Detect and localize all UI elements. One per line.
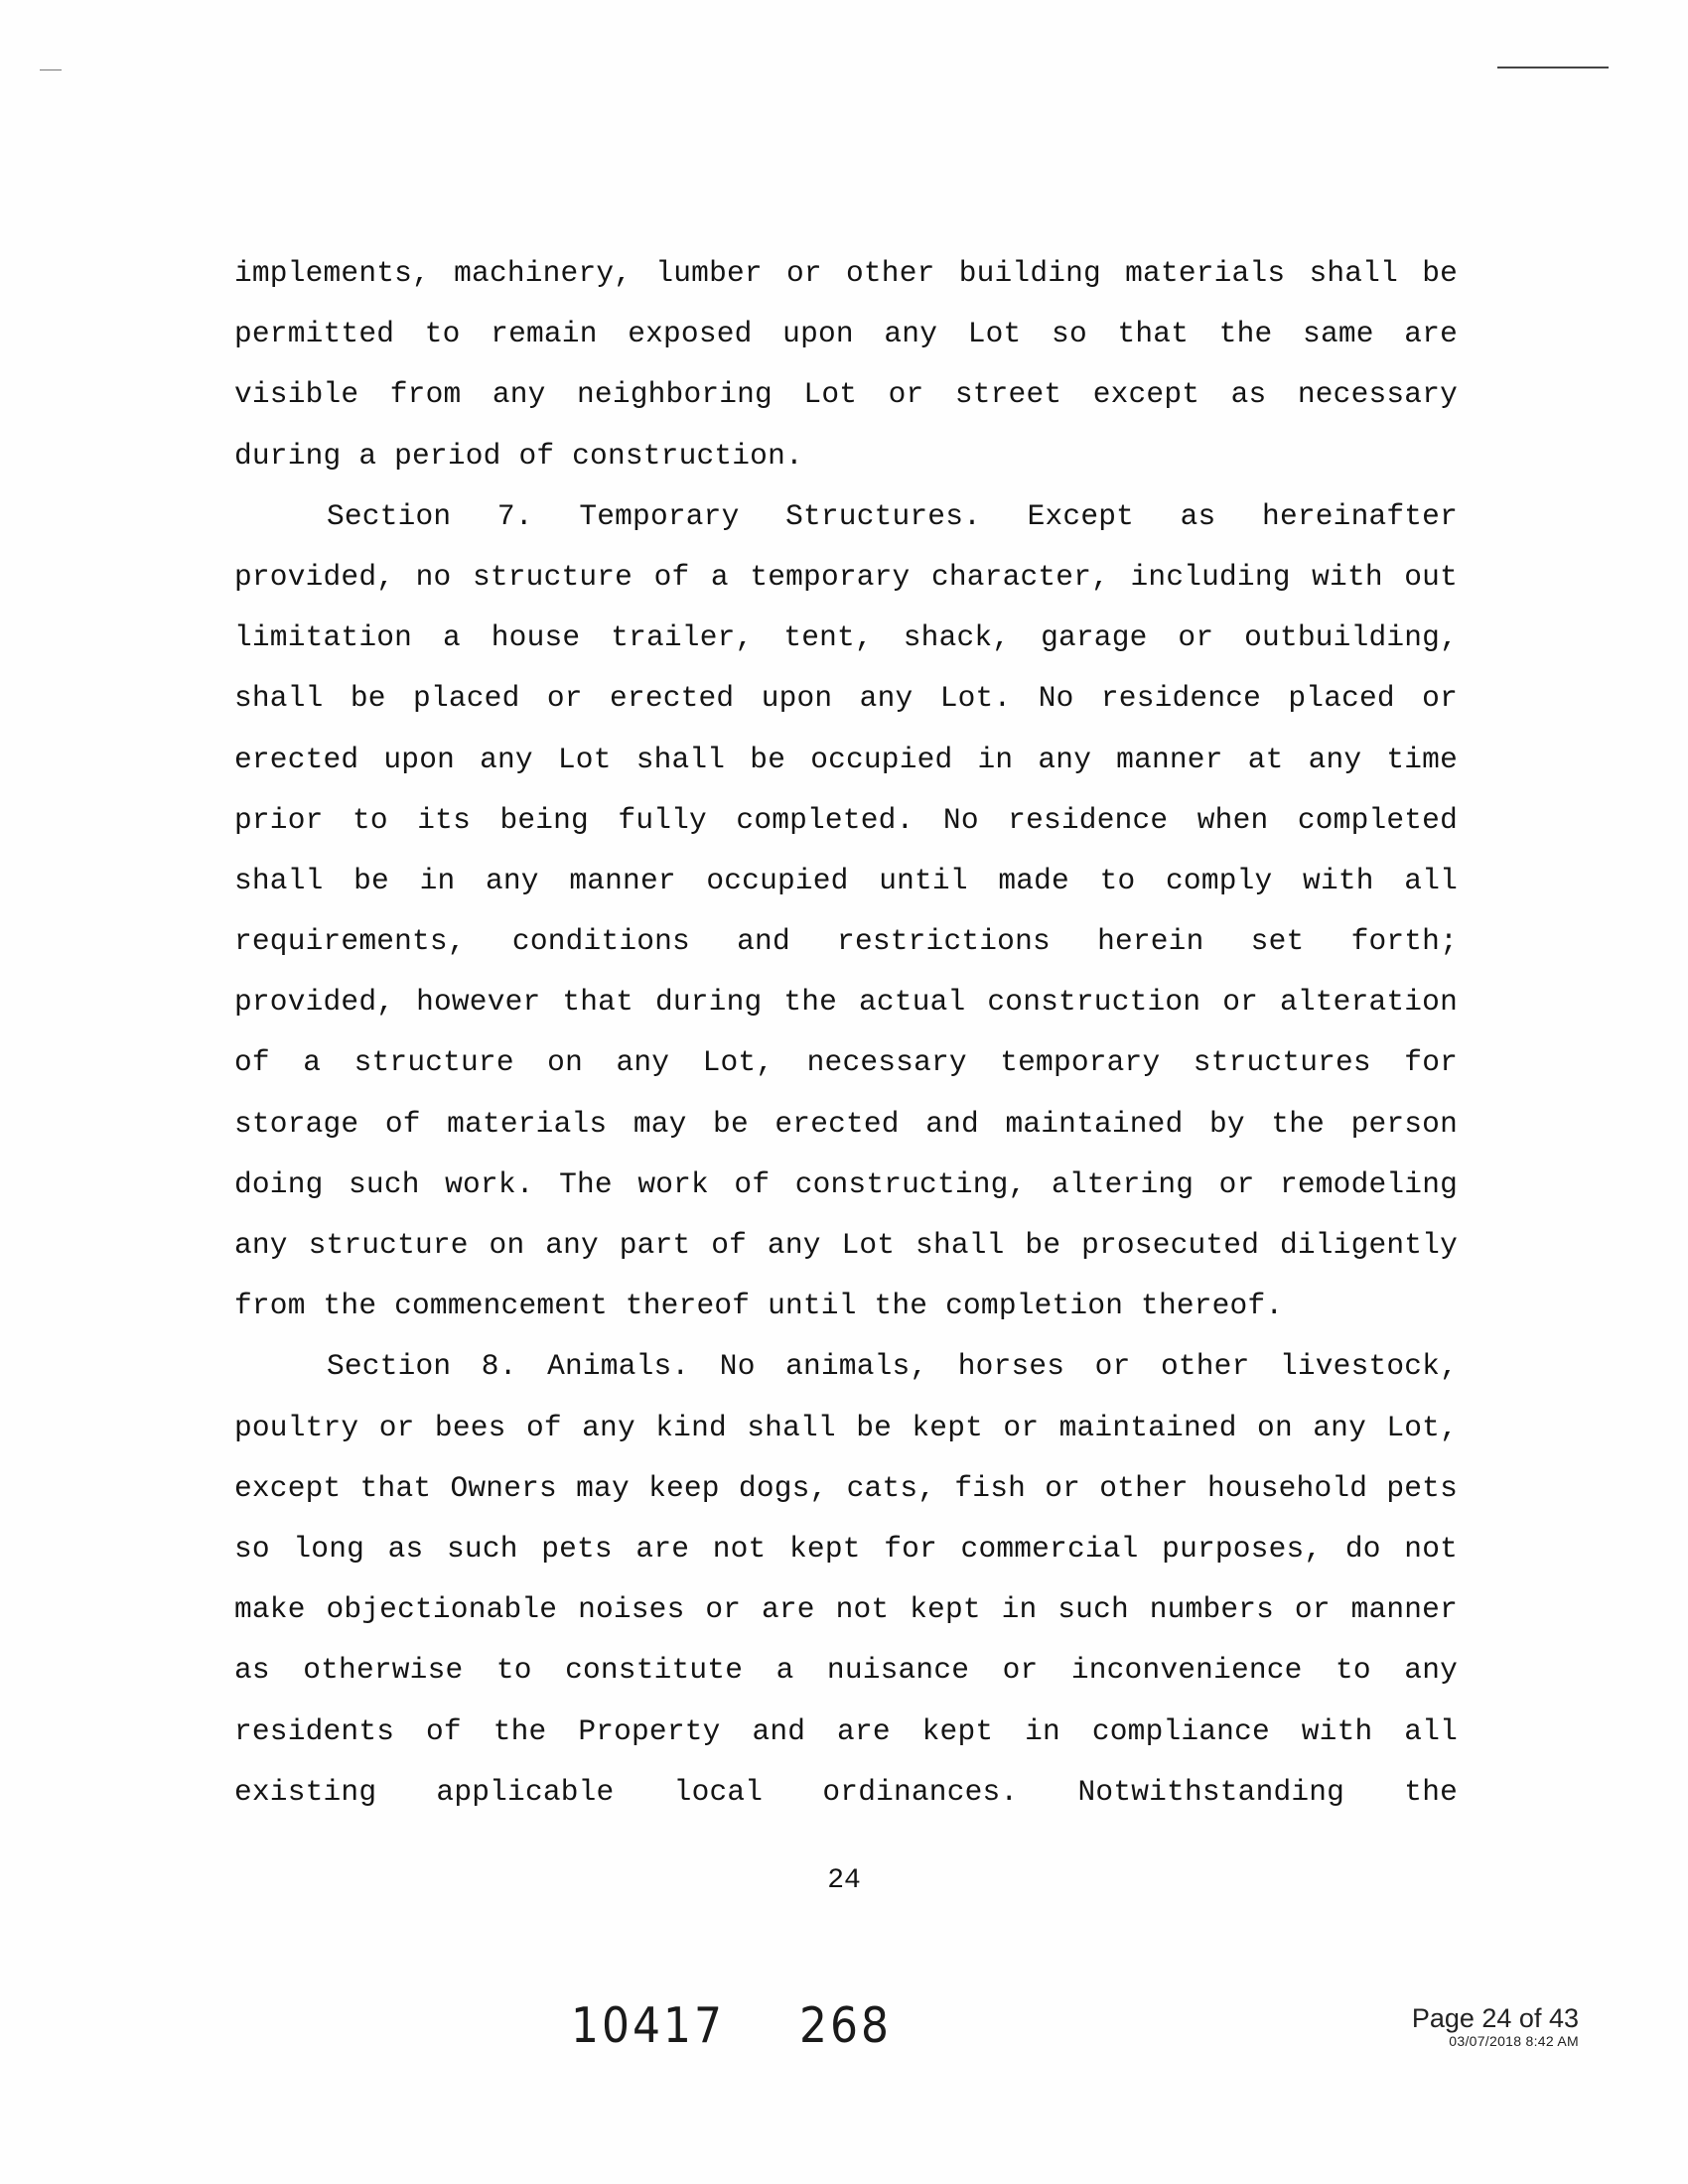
recording-page: 268 [799, 1997, 892, 2055]
text-line: shall be in any manner occupied until made to comply with all [234, 863, 1458, 897]
text-line: from the commencement thereof until the completion thereof. [234, 1289, 1284, 1323]
page-number: 24 [827, 1865, 861, 1896]
text-line: make objectionable noises or are not kept in such numbers or manner [234, 1592, 1458, 1627]
text-line: provided, no structure of a temporary character, including with out [234, 559, 1458, 594]
text-line: permitted to remain exposed upon any Lot so that the same are [234, 317, 1458, 351]
stamp-timestamp: 03/07/2018 8:42 AM [1449, 2033, 1579, 2049]
scan-mark-right [1497, 67, 1609, 68]
text-line: implements, machinery, lumber or other building materials shall be [234, 256, 1458, 290]
text-line: requirements, conditions and restrictions herein set forth; [234, 924, 1458, 959]
recording-reference [571, 1995, 892, 2058]
text-line: poultry or bees of any kind shall be kept or maintained on any Lot, [234, 1410, 1458, 1444]
body-text [234, 243, 1458, 1823]
text-line: existing applicable local ordinances. Notwithstanding the [234, 1774, 1458, 1809]
page-of-count: Page 24 of 43 [1411, 2003, 1579, 2033]
text-line: doing such work. The work of constructing, altering or remodeling [234, 1166, 1458, 1201]
page-stamp [1380, 2003, 1579, 2049]
text-line: Section 7. Temporary Structures. Except as hereinafter [327, 498, 1458, 533]
text-line: during a period of construction. [234, 438, 803, 473]
recording-book: 10417 [571, 1997, 725, 2055]
text-line: of a structure on any Lot, necessary temporary structures for [234, 1045, 1458, 1080]
text-line: so long as such pets are not kept for commercial purposes, do not [234, 1531, 1458, 1566]
text-line: limitation a house trailer, tent, shack, garage or outbuilding, [234, 620, 1458, 655]
text-line: residents of the Property and are kept in compliance with all [234, 1713, 1458, 1748]
text-line: storage of materials may be erected and maintained by the person [234, 1106, 1458, 1141]
text-line: shall be placed or erected upon any Lot. No residence placed or [234, 681, 1458, 716]
text-line: erected upon any Lot shall be occupied in any manner at any time [234, 742, 1458, 776]
scan-mark-left [40, 69, 62, 70]
text-line: any structure on any part of any Lot shall be prosecuted diligently [234, 1228, 1458, 1262]
text-line: as otherwise to constitute a nuisance or inconvenience to any [234, 1653, 1458, 1688]
text-line: except that Owners may keep dogs, cats, fish or other household pets [234, 1470, 1458, 1505]
text-line: prior to its being fully completed. No residence when completed [234, 802, 1458, 837]
text-line: provided, however that during the actual construction or alteration [234, 985, 1458, 1020]
text-line: Section 8. Animals. No animals, horses or other livestock, [327, 1349, 1458, 1384]
text-line: visible from any neighboring Lot or street except as necessary [234, 377, 1458, 412]
